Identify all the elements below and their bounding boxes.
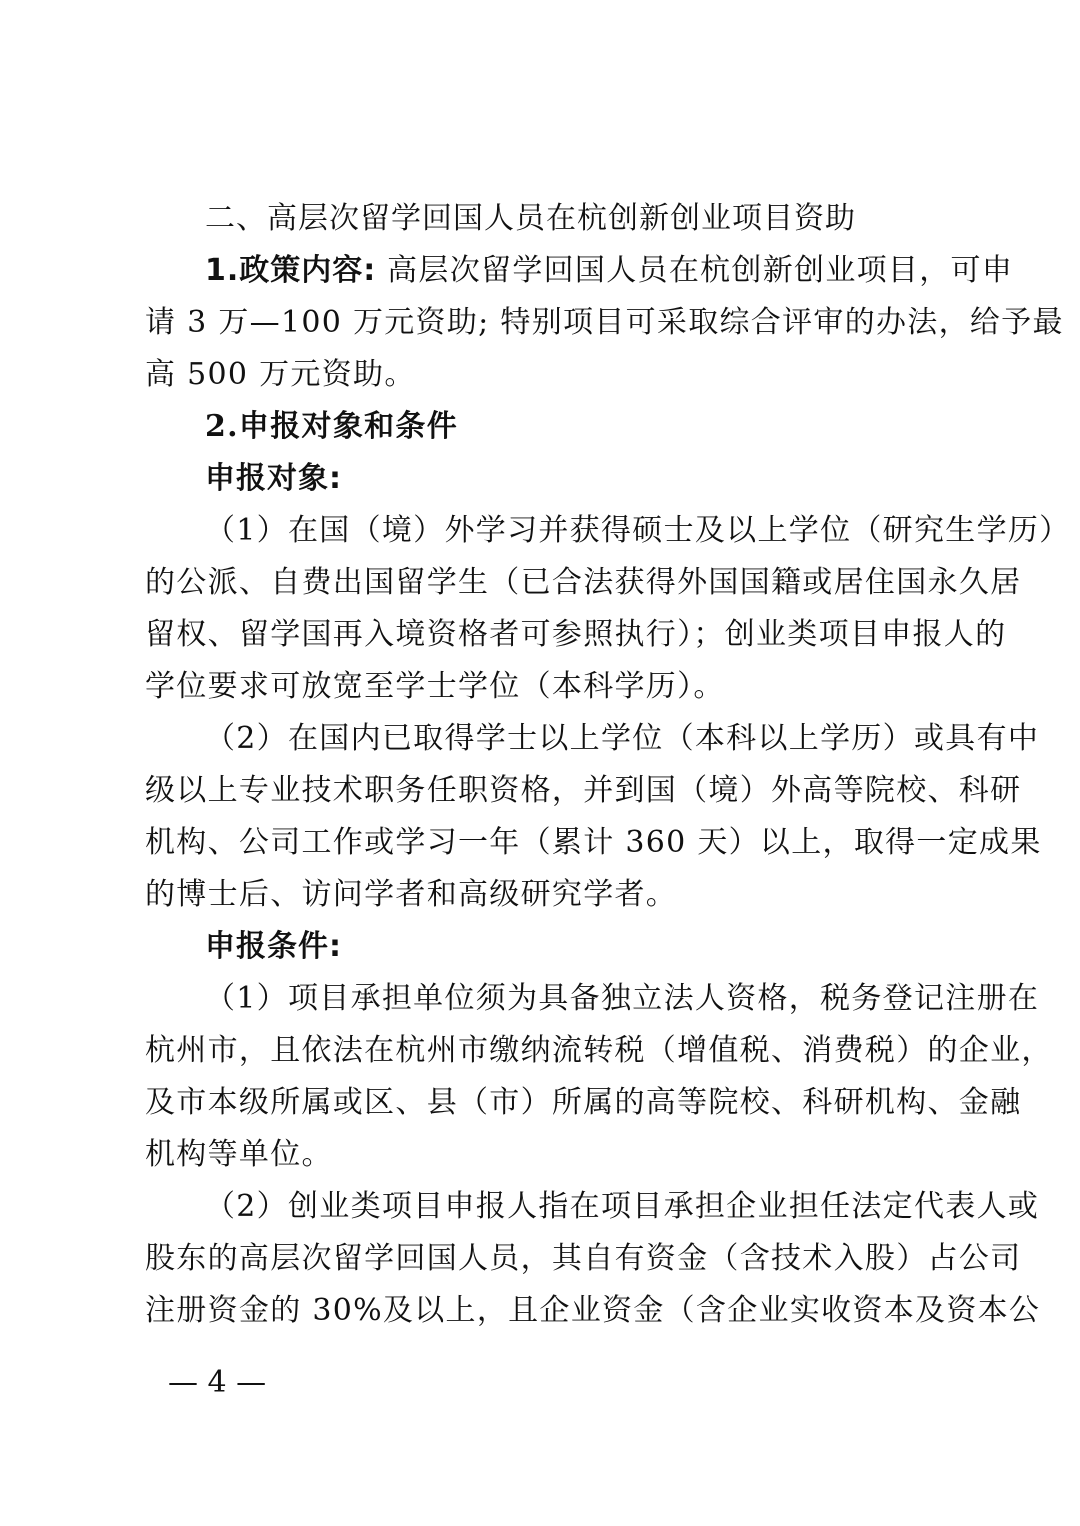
objects-label: 申报对象:: [205, 461, 342, 496]
condition-2-line-2: 股东的高层次留学回国人员，其自有资金（含技术入股）占公司: [145, 1241, 1022, 1276]
object-1-line-2: 的公派、自费出国留学生（已合法获得外国国籍或居住国永久居: [145, 565, 1022, 600]
object-1-line-3: 留权、留学国再入境资格者可参照执行）；创业类项目申报人的: [145, 617, 1007, 652]
section-title: 二、高层次留学回国人员在杭创新创业项目资助: [205, 201, 856, 236]
policy-label: 1.政策内容:: [205, 253, 377, 288]
condition-1-line-3: 及市本级所属或区、县（市）所属的高等院校、科研机构、金融: [145, 1085, 1022, 1120]
condition-2-line-3: 注册资金的 30%及以上，且企业资金（含企业实收资本及资本公: [145, 1293, 1041, 1328]
page-number: — 4 —: [168, 1365, 267, 1400]
object-2-line-2: 级以上专业技术职务任职资格，并到国（境）外高等院校、科研: [145, 773, 1022, 808]
policy-line-2: 请 3 万—100 万元资助; 特别项目可采取综合评审的办法，给予最: [145, 305, 1064, 340]
document-page: [145, 193, 1071, 1337]
condition-2-line-1: （2）创业类项目申报人指在项目承担企业担任法定代表人或: [205, 1189, 1040, 1224]
policy-text-1: 高层次留学回国人员在杭创新创业项目，可申: [387, 253, 1014, 288]
object-1-line-1: （1）在国（境）外学习并获得硕士及以上学位（研究生学历）: [205, 513, 1071, 548]
object-2-line-3: 机构、公司工作或学习一年（累计 360 天）以上，取得一定成果: [145, 825, 1042, 860]
object-2-line-4: 的博士后、访问学者和高级研究学者。: [145, 877, 678, 912]
conditions-label: 申报条件:: [205, 929, 342, 964]
condition-1-line-1: （1）项目承担单位须为具备独立法人资格，税务登记注册在: [205, 981, 1040, 1016]
policy-line-1: [145, 245, 1014, 297]
object-2-line-1: （2）在国内已取得学士以上学位（本科以上学历）或具有中: [205, 721, 1040, 756]
subtitle-objects-conditions: 2.申报对象和条件: [205, 409, 459, 444]
condition-1-line-2: 杭州市，且依法在杭州市缴纳流转税（增值税、消费税）的企业，: [145, 1033, 1053, 1068]
policy-line-3: 高 500 万元资助。: [145, 357, 416, 392]
object-1-line-4: 学位要求可放宽至学士学位（本科学历）。: [145, 669, 725, 704]
condition-1-line-4: 机构等单位。: [145, 1137, 333, 1172]
